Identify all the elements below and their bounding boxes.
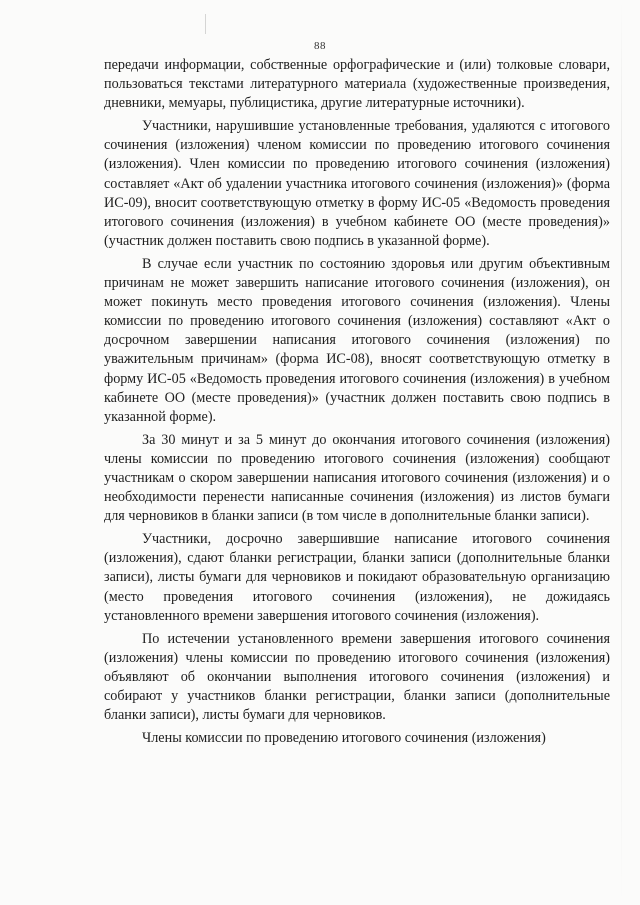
document-body <box>104 56 610 748</box>
paragraph-7: Члены комиссии по проведению итогового сочинения (изложения) <box>142 730 546 747</box>
paragraph-1: передачи информации, собственные орфографические и (или) толковые словари, пользоваться текстами литературного материала (художественные произведения, дневники, мемуары, публицистика, другие литературные источники). <box>104 57 610 112</box>
scan-artifact <box>205 14 206 34</box>
paragraph-4: За 30 минут и за 5 минут до окончания итогового сочинения (изложения) члены комиссии по проведению итогового сочинения (изложения) сообщают участникам о скором завершении написания итогового сочинения (изложения) и о необходимости перенести написанные сочинения (изложения) из листов бумаги для черновиков в бланки записи (в том числе в дополнительные бланки записи). <box>104 431 610 525</box>
paragraph-2: Участники, нарушившие установленные требования, удаляются с итогового сочинения (изложения) членом комиссии по проведению итогового сочинения (изложения). Член комиссии по проведению итогового сочинения (изложения) составляет «Акт об удалении участника итогового сочинения (изложения)» (форма ИС-09), вносит соответствующую отметку в форму ИС-05 «Ведомость проведения итогового сочинения (изложения) в учебном кабинете ОО (месте проведения)» (участник должен поставить свою подпись в указанной форме). <box>104 118 610 249</box>
paragraph-5: Участники, досрочно завершившие написание итогового сочинения (изложения), сдают бланки регистрации, бланки записи (дополнительные бланки записи), листы бумаги для черновиков и покидают образовательную организацию (место проведения итогового сочинения (изложения), не дожидаясь установленного времени завершения итогового сочинения (изложения). <box>104 531 610 624</box>
paragraph-3: В случае если участник по состоянию здоровья или другим объективным причинам не может завершить написание итогового сочинения (изложения), он может покинуть место проведения итогового сочинения (изложения). Члены комиссии по проведению итогового сочинения (изложения) составляют «Акт о досрочном завершении написания итогового сочинения (изложения) по уважительным причинам» (форма ИС-08), вносят соответствующую отметку в форму ИС-05 «Ведомость проведения итогового сочинения (изложения) в учебном кабинете ОО (месте проведения)» (участник должен поставить свою подпись в указанной форме). <box>104 255 610 425</box>
paragraph-6: По истечении установленного времени завершения итогового сочинения (изложения) члены комиссии по проведению итогового сочинения (изложения) объявляют об окончании выполнения итогового сочинения (изложения) и собирают у участников бланки регистрации, бланки записи (дополнительные бланки записи), листы бумаги для черновиков. <box>104 630 610 724</box>
scan-edge-line <box>621 0 622 905</box>
page-number: 88 <box>314 40 326 52</box>
